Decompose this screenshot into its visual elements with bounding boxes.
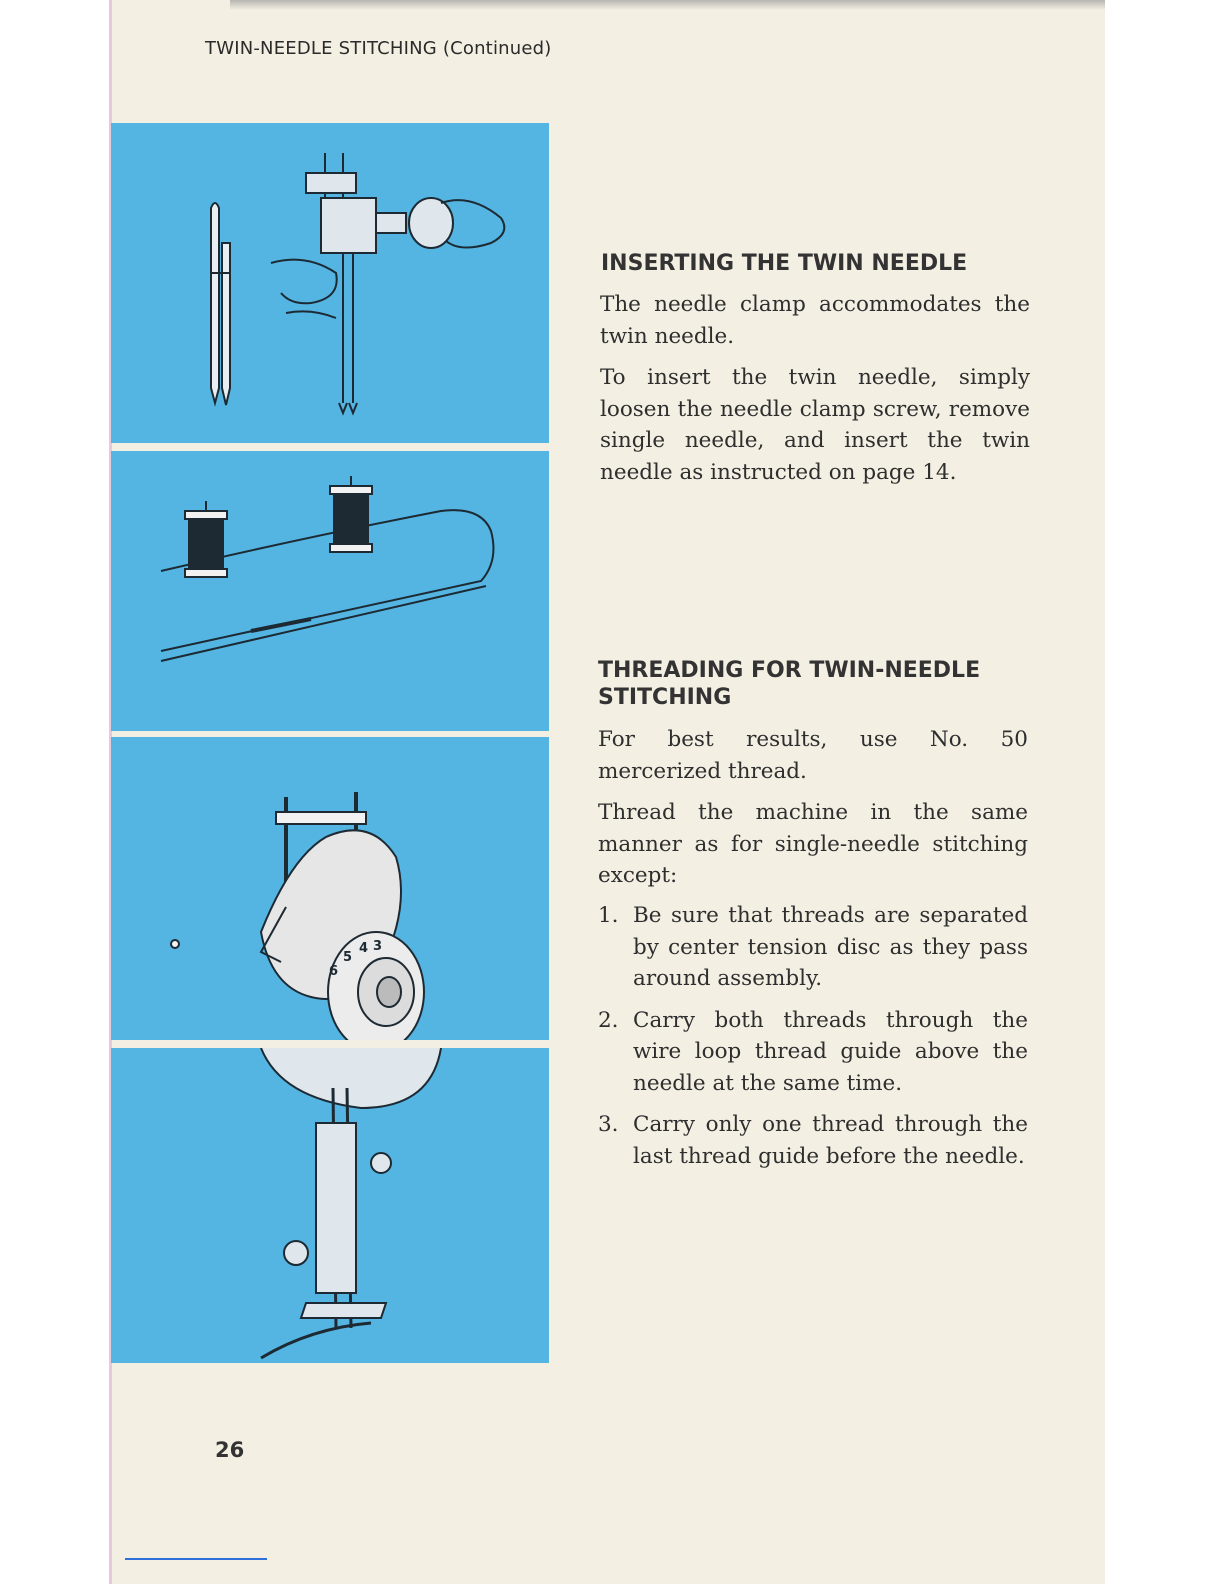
step-number: 1. xyxy=(598,903,619,928)
tension-dial-number: 5 xyxy=(343,950,353,965)
illustration-two-spools xyxy=(111,451,549,731)
step-text: Be sure that threads are separated by center tension disc as they pass around assembly. xyxy=(633,903,1028,991)
running-head: TWIN-NEEDLE STITCHING (Continued) xyxy=(205,38,552,59)
paragraph: Thread the machine in the same manner as for single-needle stitching except: xyxy=(598,800,1028,888)
step-text: Carry only one thread through the last thread guide before the needle. xyxy=(633,1112,1028,1169)
tension-dial-number: 4 xyxy=(359,941,369,956)
twin-needle-insertion-drawing xyxy=(111,123,549,443)
tension-dial-number: 3 xyxy=(373,939,383,954)
list-item xyxy=(598,1005,1028,1100)
needle-thread-guide-drawing xyxy=(111,1048,549,1363)
tension-dial-number: 6 xyxy=(329,964,339,979)
illustration-column xyxy=(111,123,549,1363)
heading-inserting-twin-needle: INSERTING THE TWIN NEEDLE xyxy=(601,251,968,276)
list-item xyxy=(598,900,1028,995)
paragraph: To insert the twin needle, simply loosen the needle clamp screw, remove single needle, and insert the twin needle as instructed on page 14. xyxy=(600,365,1030,485)
list-item xyxy=(598,1109,1028,1172)
bottom-rule xyxy=(125,1558,267,1560)
step-text: Carry both threads through the wire loop thread guide above the needle at the same time. xyxy=(633,1007,1028,1096)
threading-steps-list xyxy=(598,900,1028,1182)
step-number: 3. xyxy=(598,1112,619,1137)
paragraph: For best results, use No. 50 mercerized thread. xyxy=(598,727,1028,784)
scan-shadow xyxy=(230,0,1105,10)
tension-assembly-drawing xyxy=(111,737,549,1040)
illustration-needle-thread-guide xyxy=(111,1048,549,1363)
illustration-twin-needle-insertion xyxy=(111,123,549,443)
page-number: 26 xyxy=(215,1438,245,1462)
illustration-tension-assembly xyxy=(111,737,549,1040)
two-spools-drawing xyxy=(111,451,549,731)
step-number: 2. xyxy=(598,1007,619,1033)
paragraph: The needle clamp accommodates the twin needle. xyxy=(600,292,1030,349)
heading-threading-twin-needle: THREADING FOR TWIN-NEEDLE STITCHING xyxy=(598,658,981,710)
